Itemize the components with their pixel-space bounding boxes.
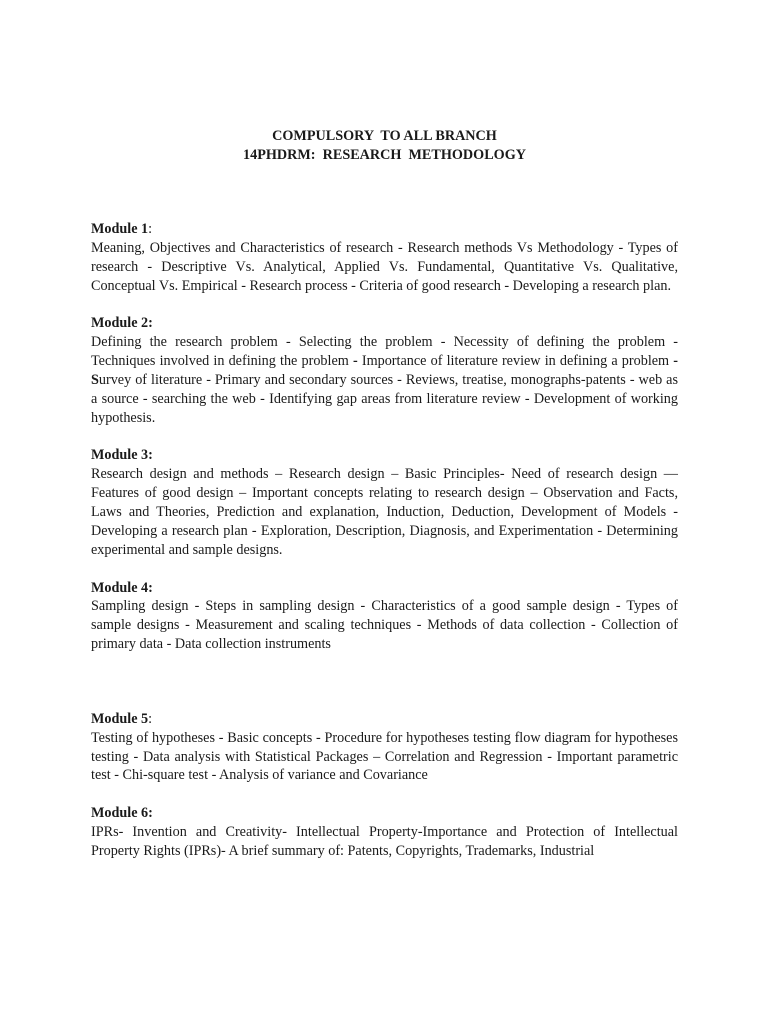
module-6-colon: : [148,805,153,822]
module-1-section [91,220,678,295]
module-3-body: Research design and methods – Research design – Basic Principles- Need of research design — Features of good design – Important concepts relating to research design – Observation and Facts, Laws and Theories, Prediction and explanation, Induction, Deduction, Development of Models - Developing a research plan - Exploration, Description, Diagnosis, and Experimentation - Determining experimental and sample designs. [91,466,678,558]
module-2-colon: : [148,315,153,332]
document-heading [91,0,678,165]
heading-line-2: 14PHDRM: RESEARCH METHODOLOGY [243,147,526,163]
module-4-section [91,579,678,654]
module-3-title: Module 3 [91,447,149,464]
heading-line-1: COMPULSORY TO ALL BRANCH [272,128,497,144]
module-1-title: Module 1 [91,221,149,237]
module-6-title: Module 6 [91,805,149,822]
module-2-body-part-e: urvey of literature - Primary and secondary sources - Reviews, treatise, monographs-patents - web as a source - searching the web - Identifying gap areas from literature review - Development of working hypothesis. [91,371,678,426]
module-2-body-part-c: Importance of literature review in defining a problem [357,353,674,370]
module-6-section [91,804,678,861]
module-5-section [91,710,678,785]
module-4-colon: : [148,579,153,596]
module-5-body: Testing of hypotheses - Basic concepts - Procedure for hypotheses testing flow diagram for hypotheses testing - Data analysis with Statistical Packages – Correlation and Regression - Important parametric test - Chi-square test - Analysis of variance and Covariance [91,729,678,784]
module-2-body-part-a: Defining the research problem - Selecting the problem - Necessity of defining the problem - Techniques involved in defining the problem [91,334,678,370]
module-4-title: Module 4 [91,579,149,596]
module-2-body [91,333,678,427]
module-1-body: Meaning, Objectives and Characteristics of research - Research methods Vs Methodology - Types of research - Descriptive Vs. Analytical, Applied Vs. Fundamental, Quantitative Vs. Qualitative, Conceptual Vs. Empirical - Research process - Criteria of good research - Developing a research plan. [91,239,678,294]
module-1-colon: : [148,221,153,237]
module-2-body-part-b: - [352,353,358,370]
module-3-section [91,446,678,559]
module-5-colon: : [148,710,153,727]
module-2-section [91,314,678,427]
module-2-title: Module 2 [91,315,149,332]
module-3-colon: : [148,447,153,464]
module-4-body: Sampling design - Steps in sampling design - Characteristics of a good sample design - Types of sample designs - Measurement and scaling techniques - Methods of data collection - Collection of primary data - Data collection instruments [91,598,678,653]
module-2-body-part-d: - S [91,353,678,388]
module-5-title: Module 5 [91,710,149,727]
module-6-body: IPRs- Invention and Creativity- Intellectual Property-Importance and Protection of Intellectual Property Rights (IPRs)- A brief summary of: Patents, Copyrights, Trademarks, Industrial [91,824,678,859]
